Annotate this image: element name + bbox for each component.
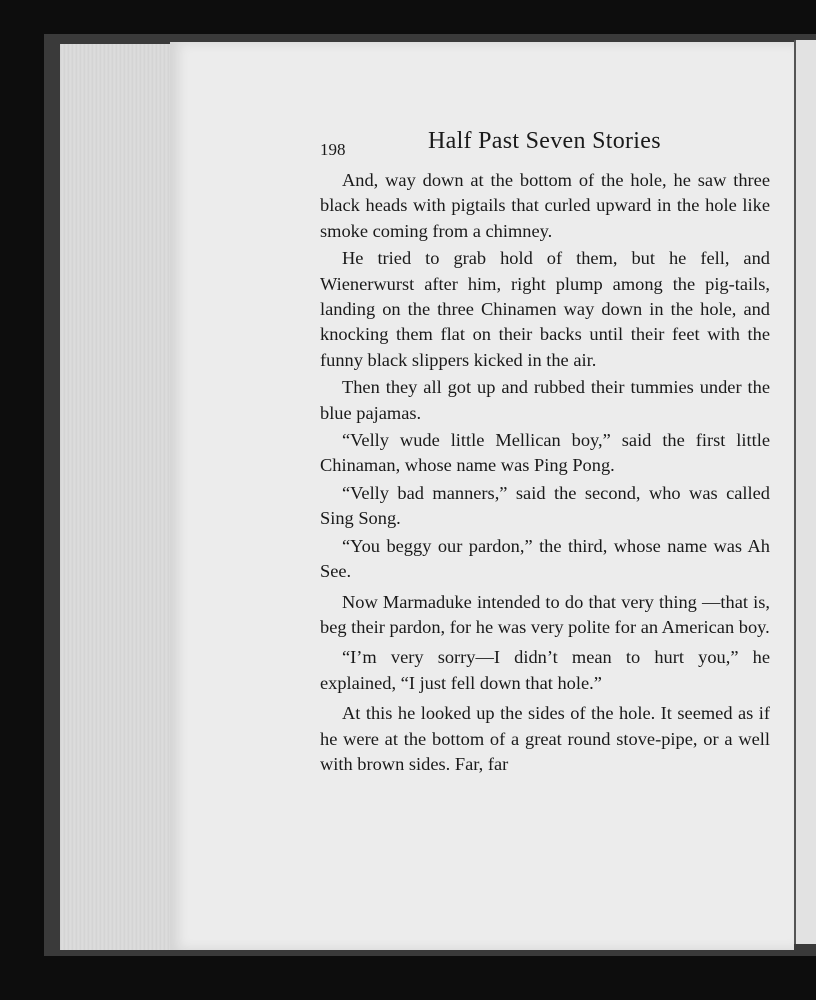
page-edges — [60, 44, 173, 950]
paragraph: “I’m very sorry—I didn’t mean to hurt you,” he explained, “I just fell down that hole.” — [320, 647, 770, 693]
paragraph: “You beggy our pardon,” the third, whose name was Ah See. — [320, 535, 770, 582]
paragraph: He tried to grab hold of them, but he fell, and Wienerwurst after him, right plump among the pig-tails, landing on the three Chinamen way down in the hole, and knocking them flat on their backs until their feet with the funny black slippers kicked in the air. — [320, 248, 770, 370]
body-text — [320, 168, 770, 777]
paragraph: “Velly wude little Mellican boy,” said the first little Chinaman, whose name was Ping Pong. — [320, 430, 770, 476]
paragraph: And, way down at the bottom of the hole, he saw three black heads with pigtails that curled upward in the hole like smoke coming from a chimney. — [320, 170, 770, 241]
running-title: Half Past Seven Stories — [428, 128, 661, 154]
paragraph: “Velly bad manners,” said the second, who was called Sing Song. — [320, 482, 770, 529]
facing-page-edge — [794, 40, 816, 944]
page-header — [320, 128, 770, 164]
paragraph: At this he looked up the sides of the hole. It seemed as if he were at the bottom of a great round stove-pipe, or a well with brown sides. Far, far — [320, 703, 770, 774]
paragraph: Then they all got up and rubbed their tummies under the blue pajamas. — [320, 377, 770, 423]
page-number: 198 — [320, 140, 346, 159]
paragraph: Now Marmaduke intended to do that very thing —that is, beg their pardon, for he was very polite for an American boy. — [320, 591, 770, 637]
